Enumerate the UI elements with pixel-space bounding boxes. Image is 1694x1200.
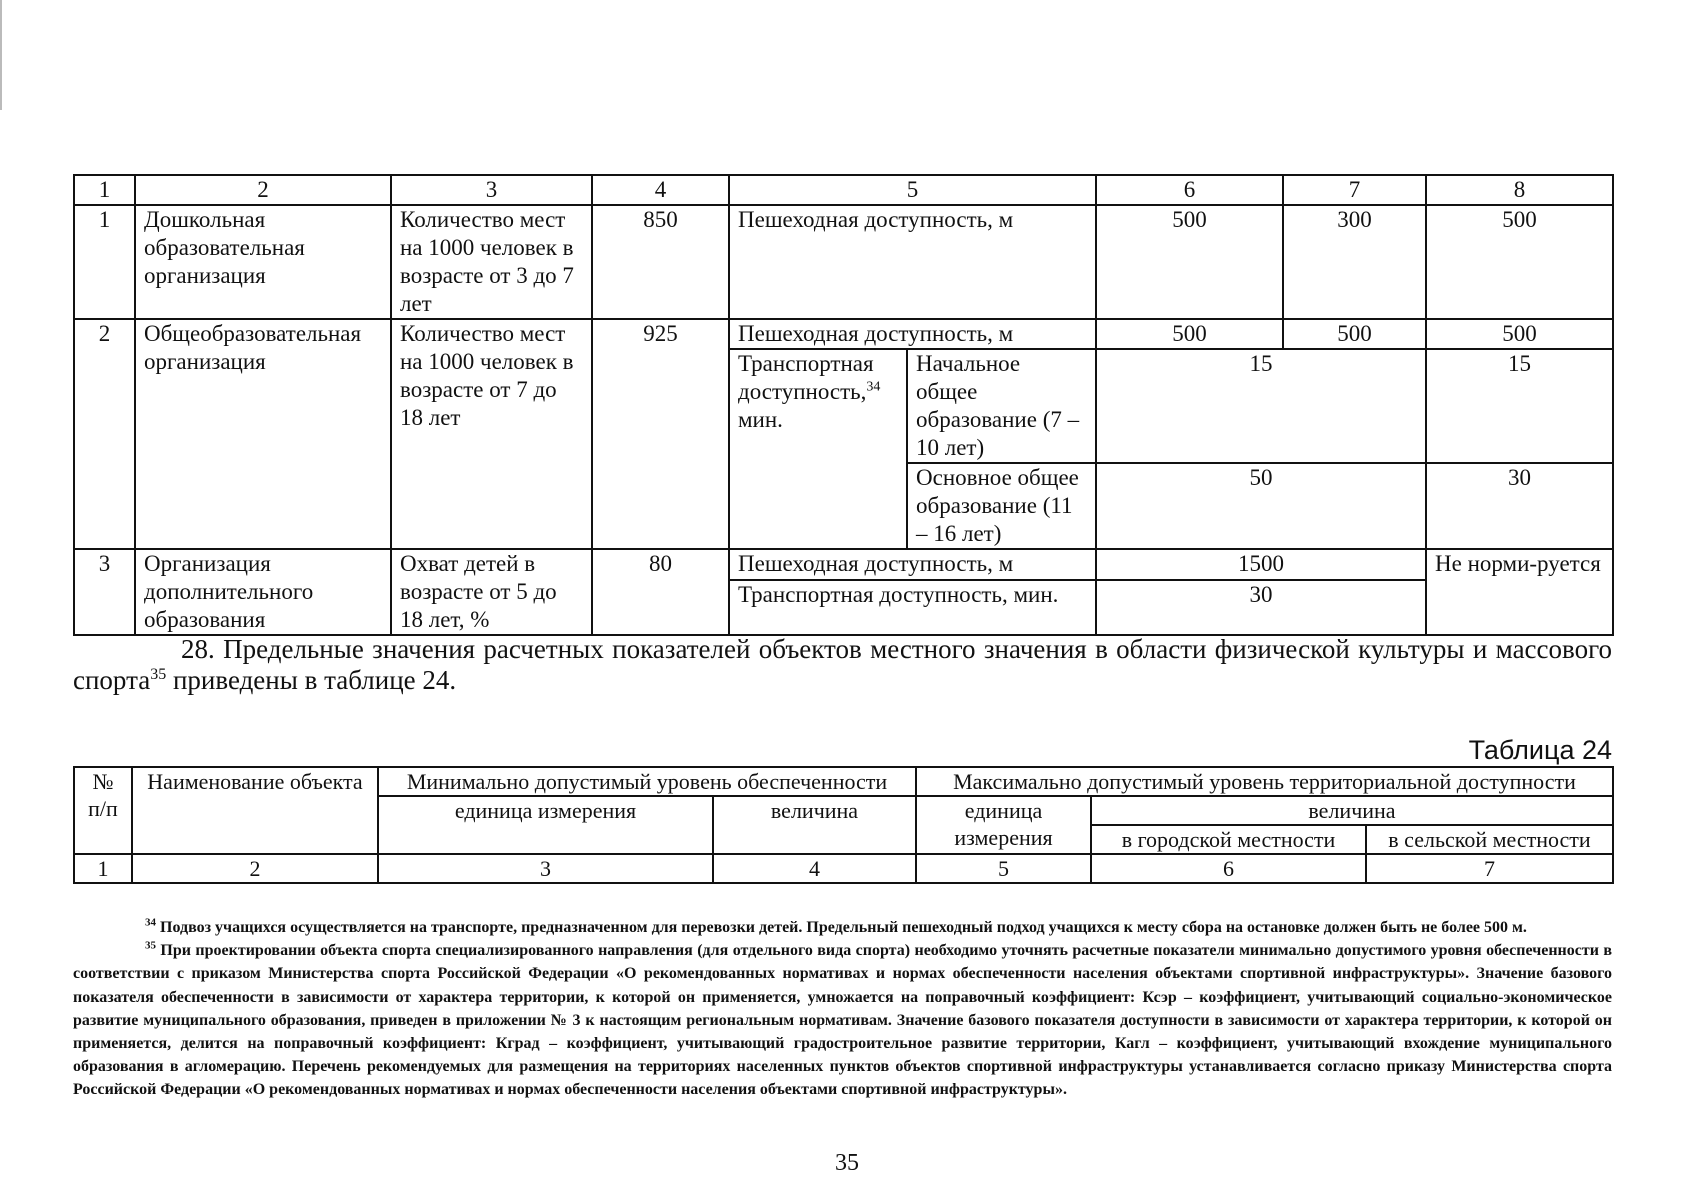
value-cell: 925 [592, 319, 729, 549]
indicator-cell: Пешеходная доступность, м [729, 205, 1096, 319]
col-header: величина [713, 796, 916, 854]
object-name: Дошкольная образовательная организация [135, 205, 391, 319]
footnote-text: Подвоз учащихся осуществляется на транспорте, предназначенном для перевозки детей. Предельный пешеходный подход учащихся к месту сбора на остановке должен быть не более 500 м. [156, 919, 1527, 936]
value-cell: 500 [1096, 319, 1283, 349]
col-header: единица измерения [378, 796, 713, 854]
footnote-35 [73, 939, 1612, 1101]
footnote-ref: 34 [866, 379, 881, 395]
col-header: Максимально допустимый уровень территориальной доступности [916, 767, 1613, 796]
value-cell: 50 [1096, 463, 1426, 549]
col-number: 5 [916, 854, 1091, 883]
value-cell: 1500 [1096, 549, 1426, 580]
footnote-ref: 35 [150, 666, 167, 683]
value-cell: 500 [1426, 205, 1613, 319]
col-number: 2 [132, 854, 378, 883]
value-cell: 300 [1283, 205, 1426, 319]
col-header: 2 [135, 175, 391, 205]
col-header: Минимально допустимый уровень обеспеченности [378, 767, 916, 796]
paragraph-text: приведены в таблице 24. [166, 665, 457, 695]
object-name: Организация дополнительного образования [135, 549, 391, 635]
col-header: в сельской местности [1366, 825, 1613, 854]
value-cell: 80 [592, 549, 729, 635]
value-cell: Не норми-руется [1426, 549, 1613, 635]
object-name: Общеобразовательная организация [135, 319, 391, 549]
col-header: 1 [74, 175, 135, 205]
col-header: 5 [729, 175, 1096, 205]
col-header: в городской местности [1091, 825, 1366, 854]
paragraph-28 [73, 634, 1612, 696]
value-cell: 15 [1096, 349, 1426, 463]
col-header: единица измерения [916, 796, 1091, 854]
value-cell: 30 [1096, 580, 1426, 635]
value-cell: 500 [1283, 319, 1426, 349]
table-row [74, 549, 1613, 580]
value-cell: 500 [1426, 319, 1613, 349]
col-number: 7 [1366, 854, 1613, 883]
unit-cell: Количество мест на 1000 человек в возрасте от 7 до 18 лет [391, 319, 592, 549]
value-cell: 15 [1426, 349, 1613, 463]
table-header-row [74, 175, 1613, 205]
col-header: 4 [592, 175, 729, 205]
scan-edge [0, 0, 2, 110]
col-header: 6 [1096, 175, 1283, 205]
value-cell: 30 [1426, 463, 1613, 549]
footnote-text: При проектировании объекта спорта специализированного направления (для отдельного вида спорта) необходимо уточнять расчетные показатели минимально допустимого уровня обеспеченности в соответствии с приказом Министерства спорта Российской Федерации «О рекомендованных нормативах и нормах обеспеченности населения объектами спортивной инфраструктуры». Значение базового показателя обеспеченности в зависимости от характера территории, к которой он применяется, умножается на поправочный коэффициент: Ксэр – коэффициент, учитывающий социально-экономическое развитие муниципального образования, приведен в приложении № 3 к настоящим региональным нормативам. Значение базового показателя доступности в зависимости от характера территории, к которой он применяется, делится на поправочный коэффициент: Кград – коэффициент, учитывающий градостроительное развитие территории, Кагл – коэффициент, учитывающий вхождение муниципального образования в агломерацию. Перечень рекомендуемых для размещения на территориях населенных пунктов объектов спортивной инфраструктуры устанавливается согласно приказу Министерства спорта Российской Федерации «О рекомендованных нормативах и нормах обеспеченности населения объектами спортивной инфраструктуры». [73, 942, 1612, 1099]
indicator-cell [729, 349, 907, 549]
col-header: 3 [391, 175, 592, 205]
table-row [74, 205, 1613, 319]
col-header: 7 [1283, 175, 1426, 205]
value-cell: 500 [1096, 205, 1283, 319]
footnote-34 [73, 916, 1612, 939]
level-label: Начальное общее образование (7 – 10 лет) [907, 349, 1096, 463]
table-row [74, 854, 1613, 883]
table-row [74, 319, 1613, 349]
col-number: 6 [1091, 854, 1366, 883]
footnote-mark: 34 [145, 916, 156, 929]
footnote-mark: 35 [145, 939, 156, 952]
table-24 [73, 766, 1614, 884]
col-number: 1 [74, 854, 132, 883]
col-number: 3 [378, 854, 713, 883]
table-header-row [74, 767, 1613, 796]
paragraph-text: 28. Предельные значения расчетных показателей объектов местного значения в области физической культуры и массового спорта [73, 634, 1612, 695]
row-number: 1 [74, 205, 135, 319]
indicator-cell: Пешеходная доступность, м [729, 549, 1096, 580]
col-header: Наименование объекта [132, 767, 378, 854]
transport-unit: мин. [738, 407, 783, 432]
row-number: 3 [74, 549, 135, 635]
page-number: 35 [835, 1150, 859, 1176]
col-header: № п/п [74, 767, 132, 854]
indicator-cell: Транспортная доступность, мин. [729, 580, 1096, 635]
transport-label: Транспортная доступность, [738, 351, 874, 404]
table-caption: Таблица 24 [1468, 735, 1612, 765]
services-table [73, 174, 1614, 636]
row-number: 2 [74, 319, 135, 549]
col-number: 4 [713, 854, 916, 883]
col-header: 8 [1426, 175, 1613, 205]
level-label: Основное общее образование (11 – 16 лет) [907, 463, 1096, 549]
value-cell: 850 [592, 205, 729, 319]
footnotes [73, 916, 1612, 1102]
indicator-cell: Пешеходная доступность, м [729, 319, 1096, 349]
col-header: величина [1091, 796, 1613, 825]
unit-cell: Количество мест на 1000 человек в возрасте от 3 до 7 лет [391, 205, 592, 319]
unit-cell: Охват детей в возрасте от 5 до 18 лет, % [391, 549, 592, 635]
